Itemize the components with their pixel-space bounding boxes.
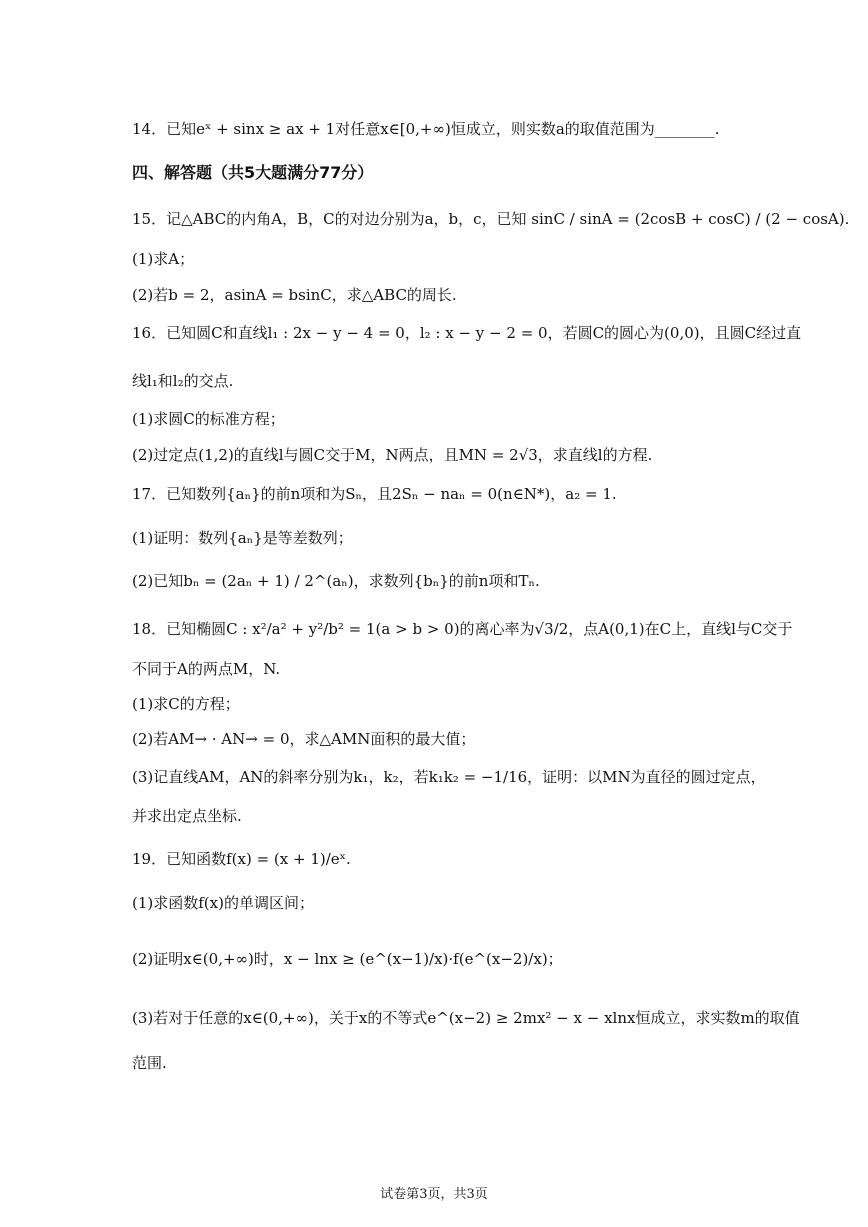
question-19: 19．已知函数f(x) = (x + 1)/eˣ. bbox=[132, 850, 351, 868]
question-19-part-3-cont: 范围. bbox=[132, 1054, 167, 1072]
question-19-part-3: (3)若对于任意的x∈(0,+∞)，关于x的不等式e^(x−2) ≥ 2mx² − x − xlnx恒成立，求实数m的取值 bbox=[132, 1009, 800, 1027]
question-17: 17．已知数列{aₙ}的前n项和为Sₙ，且2Sₙ − naₙ = 0(n∈N*)，a₂ = 1. bbox=[132, 485, 617, 503]
question-18-part-3-cont: 并求出定点坐标. bbox=[132, 807, 242, 825]
question-16-part-2: (2)过定点(1,2)的直线l与圆C交于M，N两点，且MN = 2√3，求直线l的方程. bbox=[132, 446, 653, 464]
page-footer: 试卷第3页，共3页 bbox=[380, 1187, 488, 1202]
question-19-part-2: (2)证明x∈(0,+∞)时，x − lnx ≥ (e^(x−1)/x)·f(e^(x−2)/x)； bbox=[132, 950, 563, 968]
question-17-part-1: (1)证明：数列{aₙ}是等差数列； bbox=[132, 529, 353, 547]
question-14: 14．已知eˣ + sinx ≥ ax + 1对任意x∈[0,+∞)恒成立，则实数a的取值范围为________. bbox=[132, 120, 720, 138]
question-16-cont: 线l₁和l₂的交点. bbox=[132, 372, 234, 390]
question-18-part-2: (2)若AM→ · AN→ = 0，求△AMN面积的最大值； bbox=[132, 730, 476, 748]
question-18: 18．已知椭圆C : x²/a² + y²/b² = 1(a > b > 0)的离心率为√3/2，点A(0,1)在C上，直线l与C交于 bbox=[132, 620, 793, 638]
question-15-part-1: (1)求A； bbox=[132, 250, 195, 268]
section-heading: 四、解答题（共5大题满分77分） bbox=[132, 163, 374, 182]
question-17-part-2: (2)已知bₙ = (2aₙ + 1) / 2^(aₙ)，求数列{bₙ}的前n项和Tₙ. bbox=[132, 572, 540, 590]
question-16-part-1: (1)求圆C的标准方程； bbox=[132, 410, 285, 428]
question-15-part-2: (2)若b = 2，asinA = bsinC，求△ABC的周长. bbox=[132, 286, 457, 304]
question-16: 16．已知圆C和直线l₁ : 2x − y − 4 = 0，l₂ : x − y − 2 = 0，若圆C的圆心为(0,0)，且圆C经过直 bbox=[132, 324, 802, 342]
question-18-cont: 不同于A的两点M，N. bbox=[132, 660, 281, 678]
question-19-part-1: (1)求函数f(x)的单调区间； bbox=[132, 894, 314, 912]
question-18-part-1: (1)求C的方程； bbox=[132, 695, 240, 713]
question-15: 15．记△ABC的内角A，B，C的对边分别为a，b，c，已知 sinC / sinA = (2cosB + cosC) / (2 − cosA). bbox=[132, 210, 850, 228]
question-18-part-3: (3)记直线AM，AN的斜率分别为k₁，k₂，若k₁k₂ = −1/16，证明：以MN为直径的圆过定点， bbox=[132, 768, 766, 786]
